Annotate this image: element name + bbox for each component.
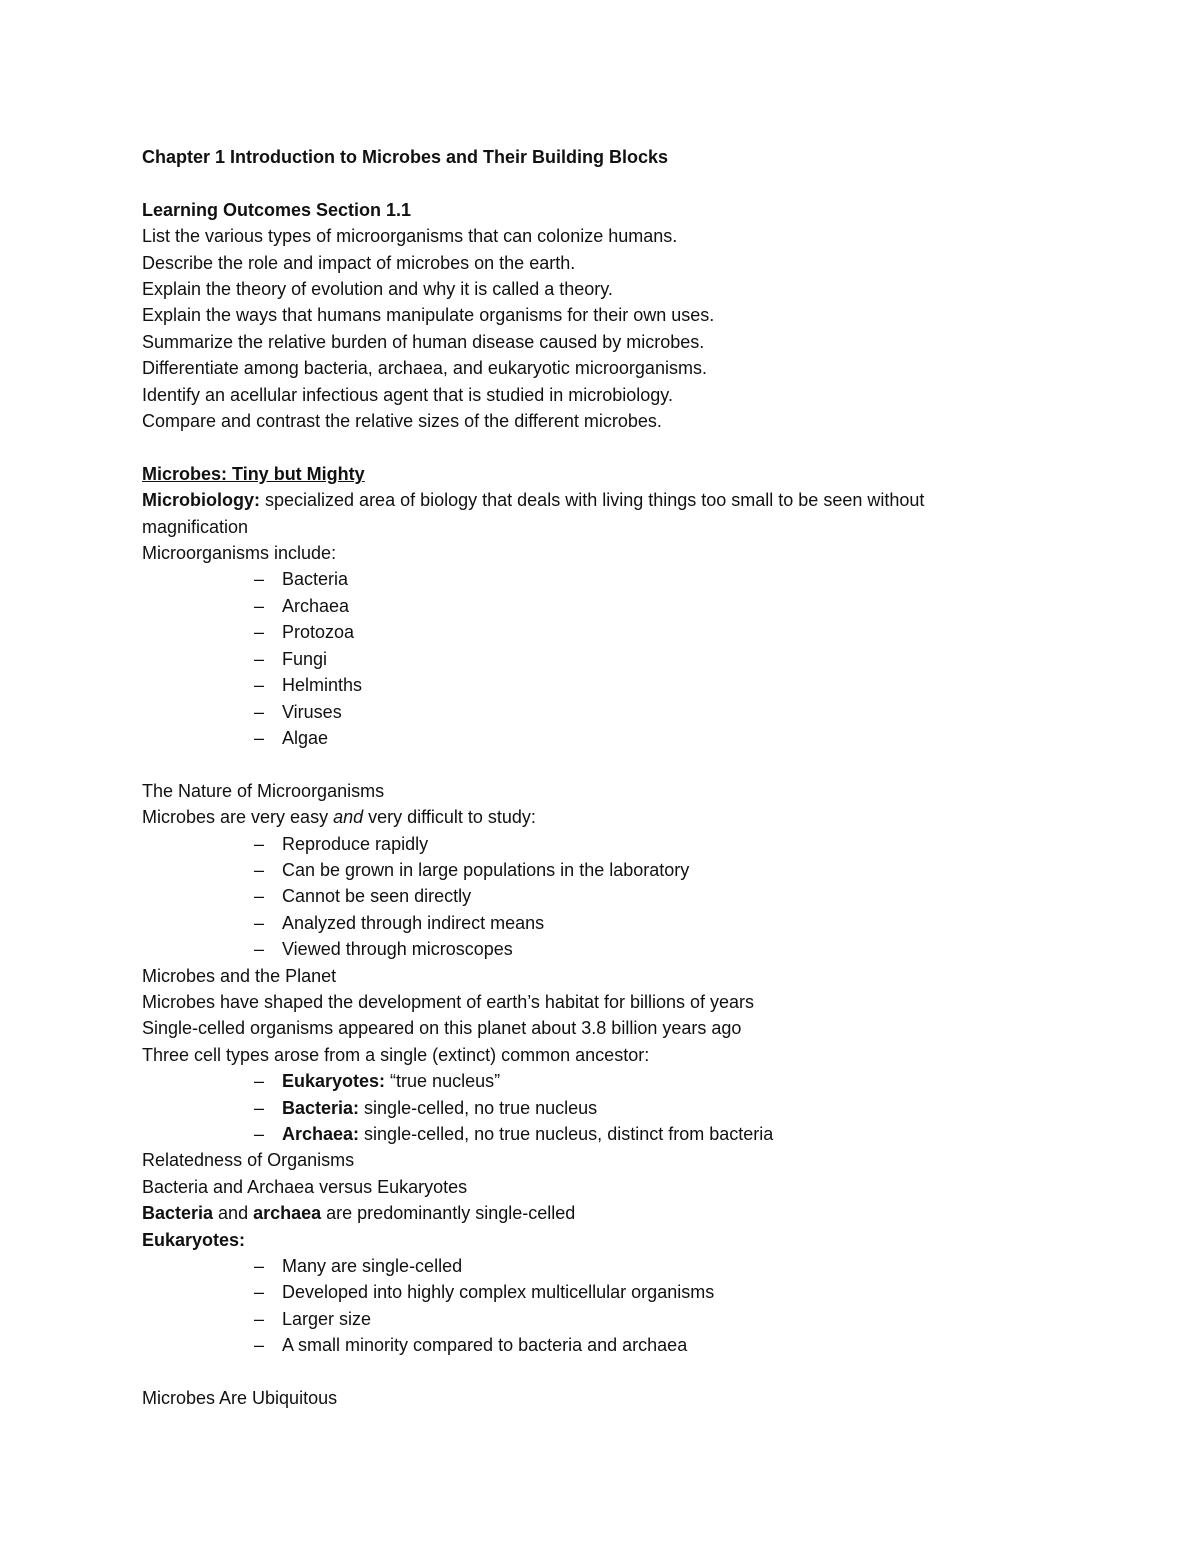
cell-type-text (282, 1095, 597, 1121)
dash-bullet-icon: – (254, 569, 265, 590)
planet-heading: Microbes and the Planet (142, 965, 337, 986)
single-celled-text: are predominantly single-celled (321, 1203, 576, 1224)
bacteria-archaea-line (142, 1200, 1042, 1226)
dash-bullet-icon: – (254, 701, 265, 722)
microorganism-text: Algae (282, 727, 329, 748)
dash-bullet-icon: – (254, 1123, 265, 1144)
learning-outcomes-heading: Learning Outcomes Section 1.1 (142, 199, 412, 220)
relatedness-subheading: Bacteria and Archaea versus Eukaryotes (142, 1176, 468, 1197)
nature-point-text: Reproduce rapidly (282, 833, 429, 854)
eukaryote-point-item (142, 1306, 1042, 1332)
dash-bullet-icon: – (254, 675, 265, 696)
cell-type-desc: single-celled, no true nucleus (359, 1097, 598, 1118)
planet-line: Three cell types arose from a single (extinct) common ancestor: (142, 1044, 650, 1065)
dash-bullet-icon: – (254, 1335, 265, 1356)
eukaryote-points-list (142, 1253, 1042, 1359)
dash-bullet-icon: – (254, 1308, 265, 1329)
dash-bullet-icon: – (254, 648, 265, 669)
dash-bullet-icon: – (254, 859, 265, 880)
outcome-item: Summarize the relative burden of human disease caused by microbes. (142, 331, 705, 352)
outcome-item: Differentiate among bacteria, archaea, and eukaryotic microorganisms. (142, 358, 707, 379)
dash-bullet-icon: – (254, 912, 265, 933)
outcome-item: Explain the ways that humans manipulate organisms for their own uses. (142, 305, 715, 326)
archaea-term: archaea (253, 1203, 322, 1224)
microbiology-definition (142, 487, 1022, 540)
nature-intro-em: and (333, 807, 364, 828)
dash-bullet-icon: – (254, 1256, 265, 1277)
relatedness-heading: Relatedness of Organisms (142, 1150, 355, 1171)
document-content (142, 144, 1042, 1411)
nature-point-item (142, 831, 1042, 857)
microorganism-item (142, 619, 1042, 645)
microorganism-text: Helminths (282, 675, 363, 696)
dash-bullet-icon: – (254, 622, 265, 643)
cell-type-item (142, 1068, 1042, 1094)
microorganism-text: Fungi (282, 648, 328, 669)
spacer (142, 170, 1042, 196)
eukaryotes-label: Eukaryotes: (142, 1229, 246, 1250)
microorganism-text: Protozoa (282, 622, 355, 643)
eukaryote-point-item (142, 1279, 1042, 1305)
microbiology-def-text: specialized area of biology that deals with living things too small to be seen without magnification (142, 490, 925, 537)
eukaryote-point-item (142, 1253, 1042, 1279)
nature-heading: The Nature of Microorganisms (142, 780, 385, 801)
spacer (142, 1359, 1042, 1385)
cell-type-term: Eukaryotes: (282, 1071, 386, 1092)
eukaryote-point-text: Many are single-celled (282, 1256, 463, 1277)
dash-bullet-icon: – (254, 1071, 265, 1092)
microorganism-text: Archaea (282, 595, 350, 616)
microorganism-text: Viruses (282, 701, 342, 722)
microbiology-term: Microbiology: (142, 490, 260, 511)
eukaryote-point-text: Developed into highly complex multicellular organisms (282, 1282, 715, 1303)
tiny-but-mighty-heading: Microbes: Tiny but Mighty (142, 463, 365, 484)
dash-bullet-icon: – (254, 1097, 265, 1118)
eukaryote-point-text: Larger size (282, 1308, 372, 1329)
microorganism-item (142, 646, 1042, 672)
outcome-item: Explain the theory of evolution and why it is called a theory. (142, 279, 613, 300)
nature-points-list (142, 831, 1042, 963)
nature-point-text: Cannot be seen directly (282, 886, 472, 907)
dash-bullet-icon: – (254, 939, 265, 960)
outcome-item: Describe the role and impact of microbes on the earth. (142, 252, 576, 273)
cell-type-text (282, 1068, 500, 1094)
outcome-item: Compare and contrast the relative sizes of the different microbes. (142, 411, 662, 432)
microorganism-item (142, 566, 1042, 592)
nature-point-text: Can be grown in large populations in the laboratory (282, 859, 690, 880)
cell-type-term: Bacteria: (282, 1097, 360, 1118)
planet-line: Single-celled organisms appeared on this planet about 3.8 billion years ago (142, 1018, 742, 1039)
chapter-title: Chapter 1 Introduction to Microbes and Their Building Blocks (142, 147, 669, 167)
dash-bullet-icon: – (254, 595, 265, 616)
dash-bullet-icon: – (254, 833, 265, 854)
eukaryote-point-item (142, 1332, 1042, 1358)
cell-type-text (282, 1121, 773, 1147)
microorganism-item (142, 699, 1042, 725)
nature-intro-a: Microbes are very easy (142, 807, 334, 828)
ubiquitous-heading: Microbes Are Ubiquitous (142, 1388, 338, 1409)
nature-point-text: Viewed through microscopes (282, 939, 513, 960)
outcome-item: List the various types of microorganisms that can colonize humans. (142, 226, 678, 247)
nature-point-item (142, 936, 1042, 962)
nature-intro (142, 804, 1042, 830)
nature-point-item (142, 883, 1042, 909)
spacer (142, 751, 1042, 777)
cell-type-term: Archaea: (282, 1123, 360, 1144)
nature-point-item (142, 857, 1042, 883)
microorganism-item (142, 593, 1042, 619)
dash-bullet-icon: – (254, 886, 265, 907)
microorganism-item (142, 725, 1042, 751)
bacteria-term: Bacteria (142, 1203, 214, 1224)
eukaryote-point-text: A small minority compared to bacteria and archaea (282, 1335, 688, 1356)
nature-point-item (142, 910, 1042, 936)
microorganisms-list (142, 566, 1042, 751)
dash-bullet-icon: – (254, 1282, 265, 1303)
microorganism-text: Bacteria (282, 569, 349, 590)
cell-types-list (142, 1068, 1042, 1147)
spacer (142, 434, 1042, 460)
cell-type-item (142, 1095, 1042, 1121)
nature-point-text: Analyzed through indirect means (282, 912, 545, 933)
nature-intro-b: very difficult to study: (363, 807, 536, 828)
microorganisms-intro: Microorganisms include: (142, 543, 337, 564)
microorganism-item (142, 672, 1042, 698)
planet-line: Microbes have shaped the development of earth’s habitat for billions of years (142, 991, 755, 1012)
outcome-item: Identify an acellular infectious agent that is studied in microbiology. (142, 384, 673, 405)
cell-type-desc: single-celled, no true nucleus, distinct from bacteria (359, 1123, 774, 1144)
dash-bullet-icon: – (254, 727, 265, 748)
cell-type-desc: “true nucleus” (385, 1071, 501, 1092)
and-text: and (213, 1203, 254, 1224)
cell-type-item (142, 1121, 1042, 1147)
